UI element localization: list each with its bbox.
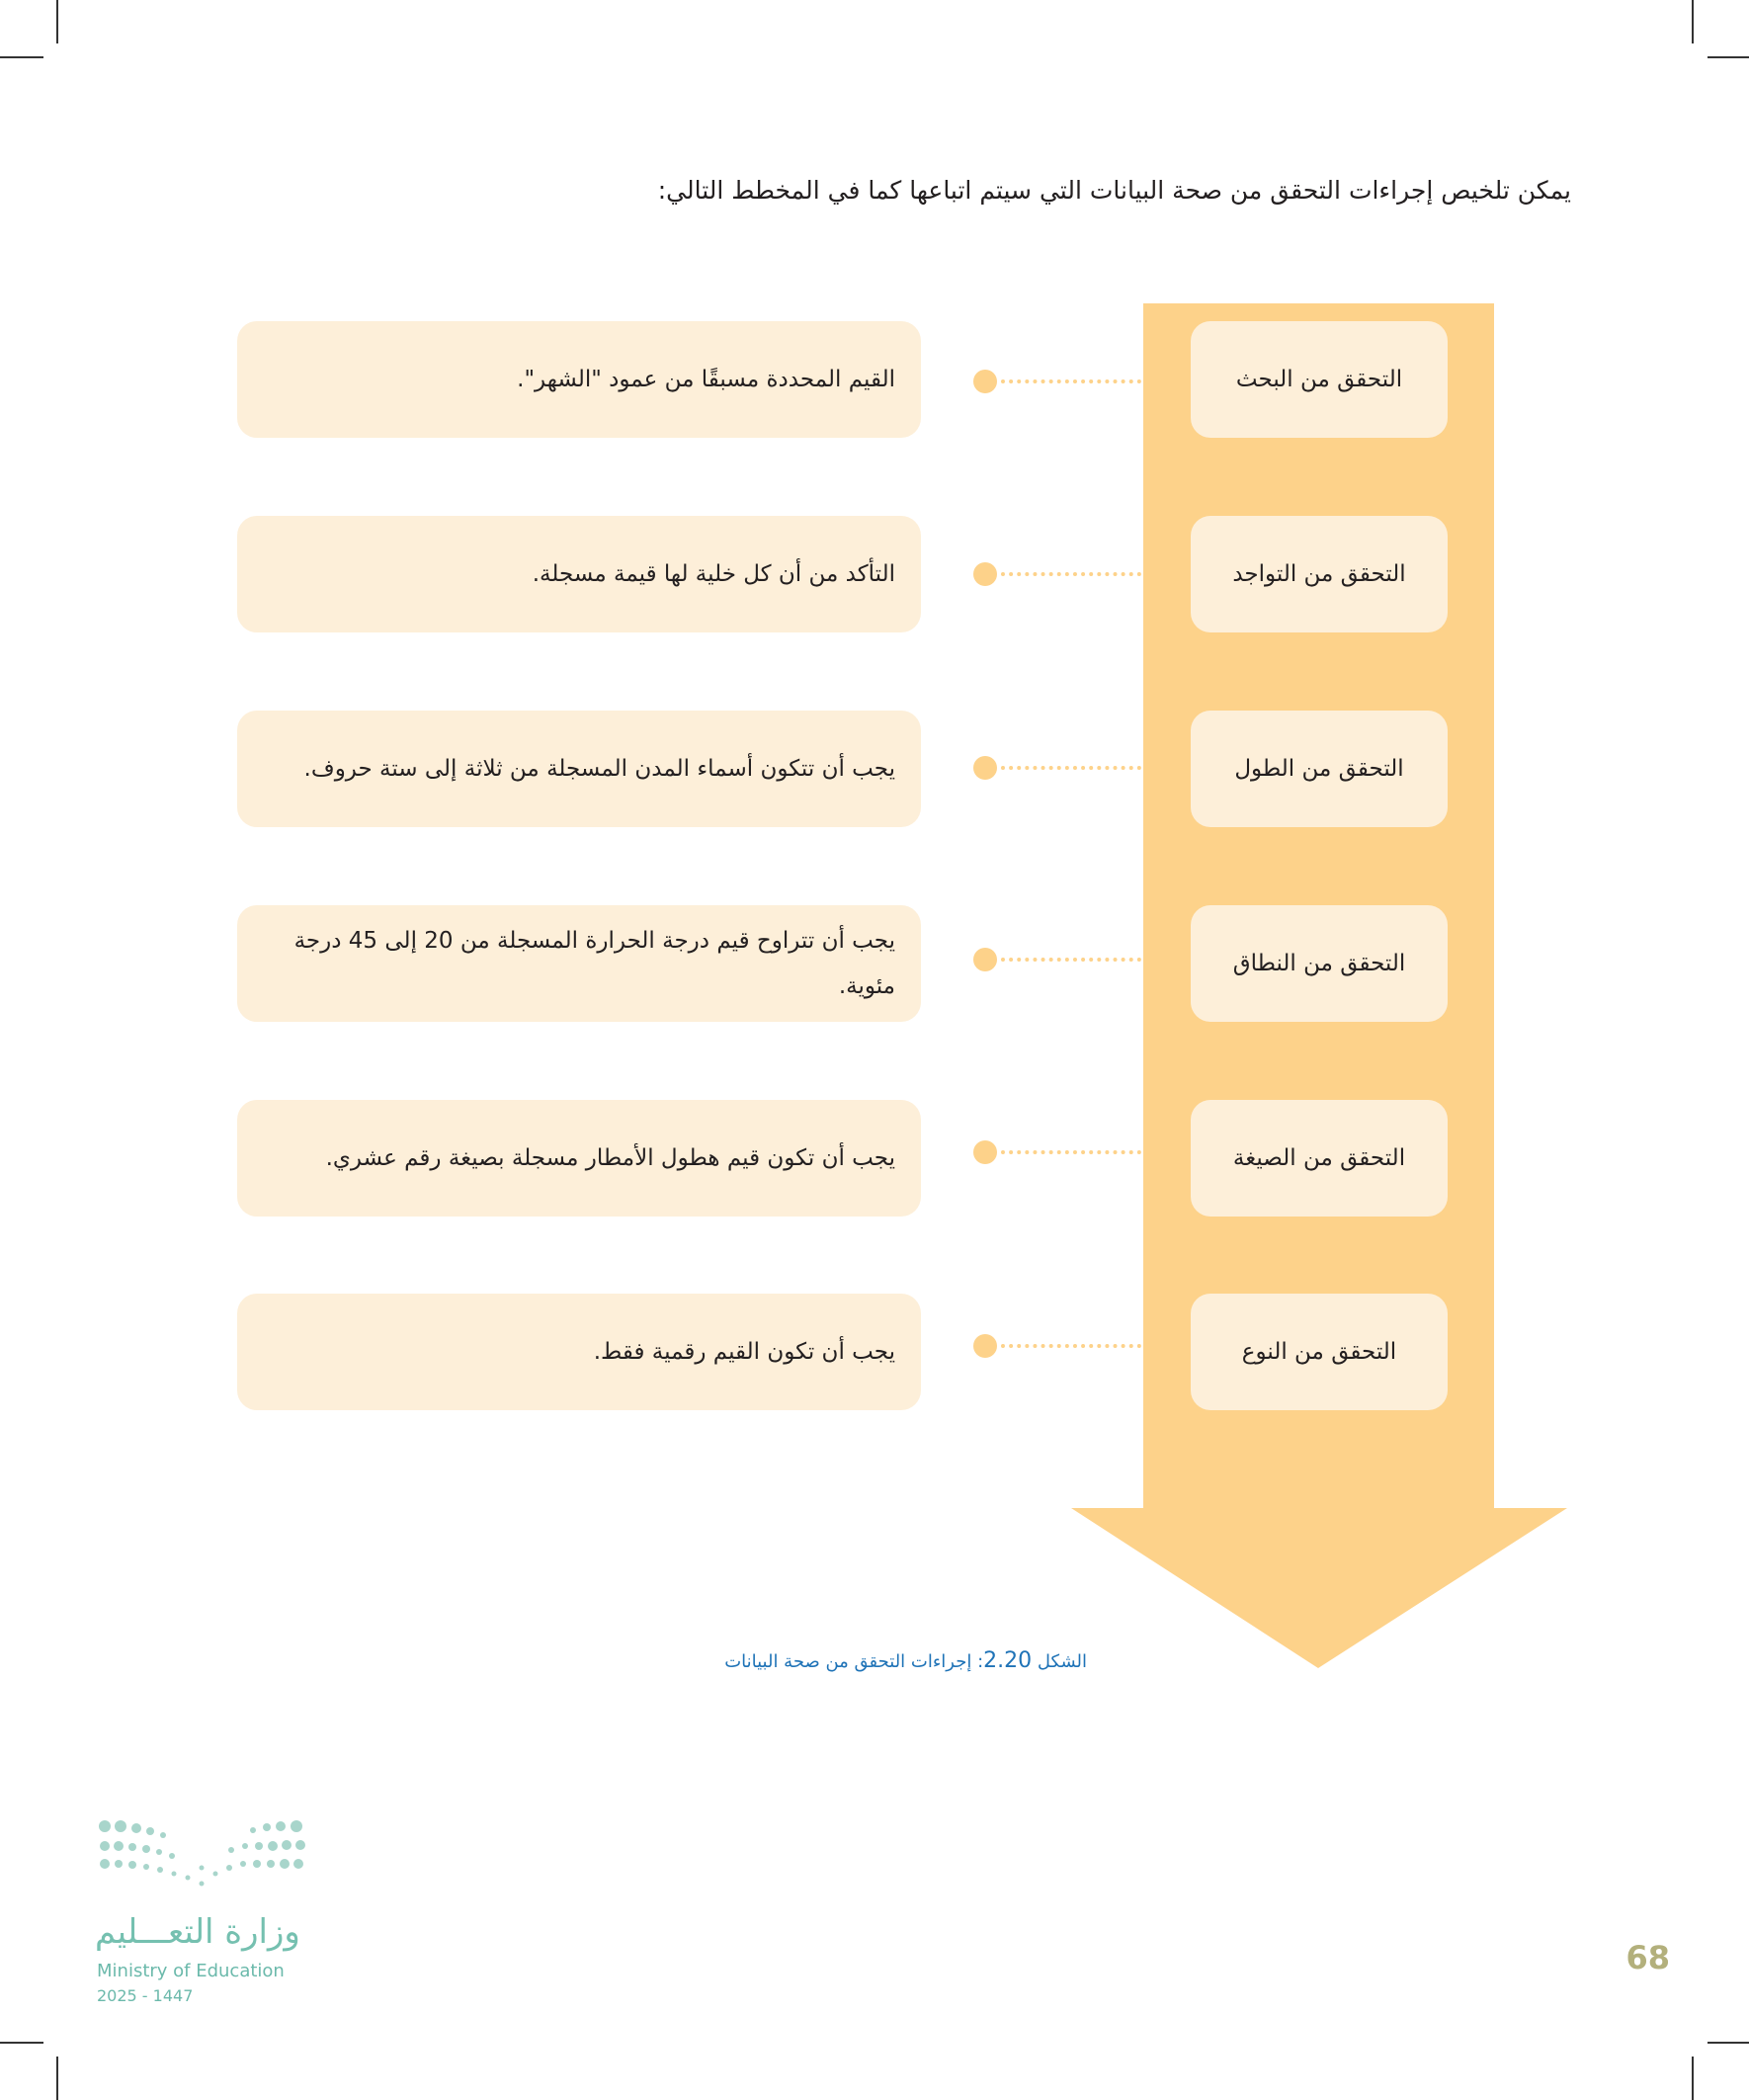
connector-dot [973,1140,997,1164]
step-label: التحقق من الصيغة [1191,1100,1448,1217]
connector-dot [973,948,997,971]
ministry-name-arabic: وزارة التعـــليم [95,1912,300,1952]
connector-dot [973,562,997,586]
connector-dotted-line [1001,958,1141,962]
page-number: 68 [1625,1939,1670,1976]
connector [973,756,1141,780]
step-description [237,711,921,827]
connector-dotted-line [1001,1344,1141,1348]
figure-caption [593,1648,1087,1673]
connector-dot [973,1334,997,1358]
connector-dot [973,756,997,780]
connector [973,370,1141,393]
connector [973,562,1141,586]
step-description [237,1294,921,1410]
caption-text: : إجراءات التحقق من صحة البيانات [724,1651,984,1672]
step-description-text: يجب أن تكون قيم هطول الأمطار مسجلة بصيغة رقم عشري. [325,1145,895,1171]
caption-prefix: الشكل [1037,1651,1087,1672]
step-label: التحقق من الطول [1191,711,1448,827]
step-description-text: يجب أن تتراوح قيم درجة الحرارة المسجلة من 20 إلى 45 درجة مئوية. [293,928,895,999]
connector-dotted-line [1001,572,1141,576]
step-description [237,905,921,1022]
connector-dotted-line [1001,766,1141,770]
step-description-text: يجب أن تتكون أسماء المدن المسجلة من ثلاثة إلى ستة حروف. [303,756,895,782]
connector-dot [973,370,997,393]
step-description [237,1100,921,1217]
ministry-name-english: Ministry of Education [97,1961,285,1981]
connector [973,1334,1141,1358]
step-description [237,321,921,438]
caption-number: 2.20 [983,1648,1033,1673]
intro-paragraph: يمكن تلخيص إجراءات التحقق من صحة البيانات التي سيتم اتباعها كما في المخطط التالي: [657,176,1571,205]
step-label: التحقق من البحث [1191,321,1448,438]
connector-dotted-line [1001,379,1141,383]
connector [973,948,1141,971]
ministry-logo-icon [95,1818,312,1897]
step-label: التحقق من النوع [1191,1294,1448,1410]
step-description-text: يجب أن تكون القيم رقمية فقط. [593,1339,895,1365]
step-description [237,516,921,632]
connector [973,1140,1141,1164]
step-description-text: القيم المحددة مسبقًا من عمود "الشهر". [517,367,895,392]
ministry-year: 2025 - 1447 [97,1986,194,2005]
step-label: التحقق من التواجد [1191,516,1448,632]
step-description-text: التأكد من أن كل خلية لها قيمة مسجلة. [532,561,895,587]
connector-dotted-line [1001,1150,1141,1154]
step-label: التحقق من النطاق [1191,905,1448,1022]
